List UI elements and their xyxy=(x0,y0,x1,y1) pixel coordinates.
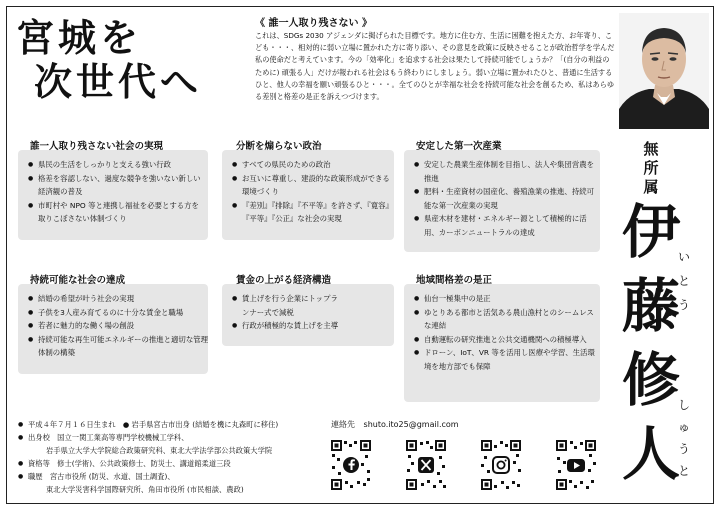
section-list xyxy=(232,158,392,226)
contact xyxy=(331,419,459,430)
list-item: ● 自動運転の研究推進と公共交通機関への積極導入 xyxy=(414,333,598,347)
name-kana: ゅ xyxy=(678,420,691,434)
section-title: 持続可能な社会の達成 xyxy=(30,275,126,286)
list-item: ● 持続可能な再生可能エネルギーの推進と適切な管理体制の構築 xyxy=(28,333,208,360)
headline xyxy=(16,16,202,104)
profile-line: ● 資格等 修士(学術)、公共政策修士、防災士、講道館柔道三段 xyxy=(18,457,278,470)
name-kana: と xyxy=(678,464,691,478)
name-char-3: 修 xyxy=(621,346,680,414)
name-kana: う xyxy=(678,298,691,312)
headline-line-2: 次世代へ xyxy=(34,60,203,104)
list-item: ● ドローン、IoT、VR 等を活用し医療や学習、生活環境を地方部でも保障 xyxy=(414,346,598,373)
list-item: ● 市町村や NPO 等と連携し福祉を必要とする方を取りこぼさない体制づくり xyxy=(28,199,206,226)
candidate-photo xyxy=(619,13,709,129)
list-item: ● 格差を容認しない、過度な競争を強いない新しい経済観の普及 xyxy=(28,172,206,199)
section-title: 地域間格差の是正 xyxy=(416,275,493,286)
profile-line: 東北大学災害科学国際研究所、角田市役所 (市民相談、農政) xyxy=(46,485,244,494)
name-char-1: 伊 xyxy=(621,198,680,266)
list-item: ● 結婚の希望が叶う社会の実現 xyxy=(28,292,208,306)
section-title: 賃金の上がる経済構造 xyxy=(236,275,332,286)
qr-facebook[interactable] xyxy=(330,439,372,491)
list-item: ● 県民の生活をしっかりと支える強い行政 xyxy=(28,158,206,172)
list-item: ● 県産木材を建材・エネルギー源として積極的に活用、カーボンニュートラルの達成 xyxy=(414,212,598,239)
list-item: ● 仙台一極集中の是正 xyxy=(414,292,598,306)
section-list xyxy=(28,292,208,360)
profile-line: ● 平成４年７月１６日生まれ ● 岩手県宮古市出身 (結婚を機に丸森町に移住) xyxy=(18,418,278,431)
list-item: ● 『差別』『排除』『不平等』を許さず、『寛容』『平等』『公正』な社会の実現 xyxy=(232,199,392,226)
section-list xyxy=(414,158,598,239)
name-kana: し xyxy=(678,398,691,412)
intro-title: 《 誰一人取り残さない 》 xyxy=(255,18,372,29)
name-char-4: 人 xyxy=(621,420,680,488)
profile-line: ● 職歴 宮古市役所 (防災、水道、国土調査)、 xyxy=(18,470,278,483)
profile-line: 岩手県立大学大学院総合政策研究科、東北大学法学部公共政策大学院 xyxy=(46,446,273,455)
profile xyxy=(18,418,278,496)
section-title: 誰一人取り残さない社会の実現 xyxy=(30,141,164,152)
qr-youtube[interactable] xyxy=(555,439,597,491)
name-char-2: 藤 xyxy=(621,272,680,340)
contact-email: shuto.ito25@gmail.com xyxy=(363,420,459,429)
section-title: 分断を煽らない政治 xyxy=(236,141,322,152)
profile-line: ● 出身校 国立一関工業高等専門学校機械工学科、 xyxy=(18,431,278,444)
list-item: ● すべての県民のための政治 xyxy=(232,158,392,172)
affiliation: 無所属 xyxy=(643,140,659,196)
list-item: ● 賃上げを行う企業にトップランナー式で減税 xyxy=(232,292,342,319)
headline-line-1: 宮城を xyxy=(16,16,143,60)
list-item: ● 若者に魅力的な働く場の創設 xyxy=(28,319,208,333)
qr-x[interactable] xyxy=(405,439,447,491)
list-item: ● 行政が積極的な賃上げを主導 xyxy=(232,319,392,333)
name-kana: う xyxy=(678,442,691,456)
name-kana: い xyxy=(678,250,691,264)
list-item: ● 子供を3人産み育てるのに十分な賃金と職場 xyxy=(28,306,208,320)
section-title: 安定した第一次産業 xyxy=(416,141,502,152)
list-item: ● 安定した農業生産体制を目指し、法人や集団営農を推進 xyxy=(414,158,598,185)
name-kana: と xyxy=(678,274,691,288)
section-list xyxy=(28,158,206,226)
list-item: ● お互いに尊重し、建設的な政策形成ができる環境づくり xyxy=(232,172,392,199)
instagram-icon xyxy=(493,457,509,473)
list-item: ● 肥料・生産資材の国産化、養殖漁業の推進、持続可能な第一次産業の実現 xyxy=(414,185,598,212)
list-item: ● ゆとりある都市と活気ある農山漁村とのシームレスな連結 xyxy=(414,306,598,333)
contact-label: 連絡先 xyxy=(331,420,355,429)
section-list xyxy=(232,292,342,333)
section-list xyxy=(414,292,598,373)
qr-instagram[interactable] xyxy=(480,439,522,491)
intro-text: これは、SDGs 2030 アジェンダに掲げられた目標です。地方に住む方、生活に困難を抱えた方、お年寄り、こども・・・、相対的に弱い立場に置かれた方に寄り添い、その意見を政策に反映させることが政治哲学を学んだ私の使命だと考えています。今の「効率化」を追求する社会は果たして持続可能でしょうか？「(自分の利益のために) 頑張る人」だけが報われる社会はもう終わりにしましょう。弱い立場に置かれたひと、普通に生活するひと、他人の幸福を願い頑張るひと・・・。全てのひとが幸福な社会を持続可能な社会を創るため、私はあらゆる差別と格差の是正を訴えつづけます。 xyxy=(255,31,615,102)
